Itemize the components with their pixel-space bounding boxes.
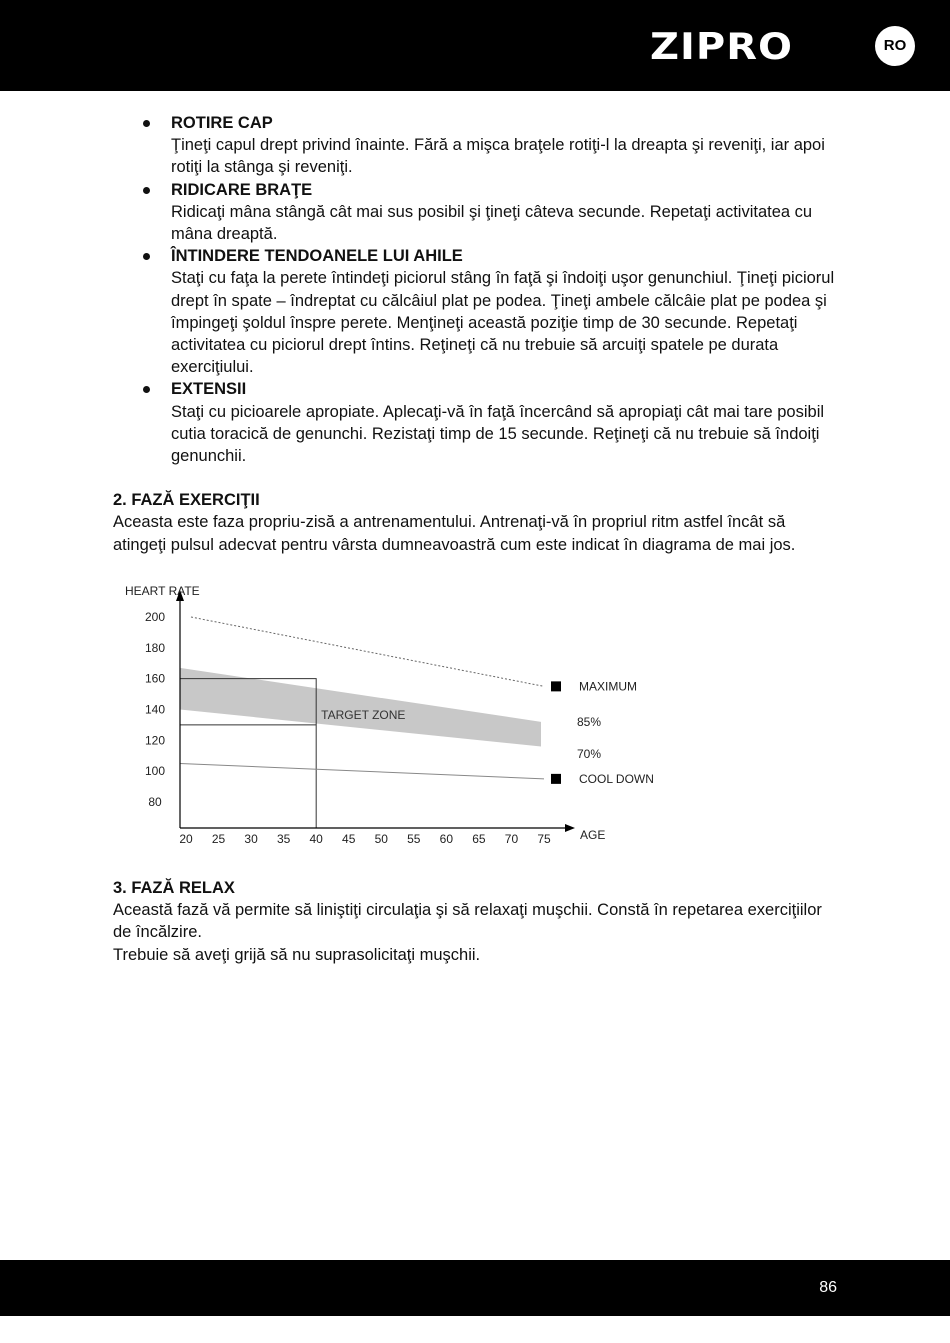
y-axis-label: HEART RATE [125,584,200,598]
list-item [113,378,843,467]
item-text: Staţi cu faţa la perete întindeţi piciorul stâng în faţă şi îndoiţi uşor genunchiul. Ţineţi piciorul drept în spate – îndreptat cu călcâiul plat pe podea. Ţineţi ambele călcâie plat pe podea şi împingeţi şoldul înspre perete. Menţineţi această poziţie timp de 30 secunde. Repetaţi activitatea cu piciorul drept întins. Reţineţi că nu trebuie să arcuiţi spatele pe durata exerciţiului. [171,269,835,377]
y-tick-label: 140 [144,702,166,717]
heart-rate-chart [113,575,663,857]
item-text: Ţineţi capul drept privind înainte. Fără a mişca braţele rotiţi-l la dreapta şi reveniţi, iar apoi rotiţi la stânga şi reveniţi. [171,136,825,177]
x-tick-label: 45 [342,832,356,846]
cool-down-line [180,763,544,778]
chart-svg [113,575,663,857]
x-axis-label: AGE [580,828,606,842]
x-tick-label: 25 [211,832,226,846]
language-badge: RO [875,26,915,66]
zipro-logo: ZIPRO [650,25,794,69]
section-title: 3. FAZĂ RELAX [113,879,235,897]
x-tick-label: 30 [244,832,258,846]
y-tick-label: 100 [144,764,166,779]
x-tick-label: 20 [179,832,193,846]
item-title: ÎNTINDERE TENDOANELE LUI AHILE [171,247,463,266]
section-text: Această fază vă permite să liniştiţi circulaţia şi să relaxaţi muşchii. Constă în repetarea exerciţiilor de încălzire. [113,901,822,942]
y-tick-label: 160 [144,671,166,686]
section-title: 2. FAZĂ EXERCIŢII [113,491,260,510]
y-tick-label: 200 [144,610,166,624]
page-content-lower [113,877,843,966]
warmup-list [113,112,843,467]
header-bar [0,0,950,91]
maximum-marker [551,681,561,691]
item-text: Ridicaţi mâna stângă cât mai sus posibil şi ţineţi câteva secunde. Repetaţi activitatea cu mâna dreaptă. [171,202,813,244]
x-tick-label: 70 [504,832,519,846]
list-item [113,179,843,246]
maximum-label: MAXIMUM [579,679,637,694]
item-text: Staţi cu picioarele apropiate. Aplecaţi-vă în faţă încercând să apropiaţi cât mai tare posibil cutia toracică de genunchi. Rezistaţi timp de 15 secunde. Reţineţi că nu trebuie să îndoiţi genunchii. [171,402,825,466]
section-text: Trebuie să aveţi grijă să nu suprasolicitaţi muşchii. [113,945,481,964]
cool-down-marker [551,774,561,784]
maximum-line [191,617,544,686]
y-tick-label: 180 [144,640,166,655]
x-tick-label: 55 [407,832,421,846]
page-number: 86 [819,1279,837,1296]
section-exercise [113,489,843,556]
list-item [113,112,843,179]
item-title: EXTENSII [171,380,247,399]
y-tick-label: 120 [144,733,166,748]
x-tick-label: 40 [309,832,323,846]
x-tick-label: 50 [374,832,388,846]
zone-upper-label: 85% [577,715,602,729]
x-tick-label: 75 [537,832,551,846]
item-title: RIDICARE BRAŢE [171,180,313,199]
x-tick-label: 60 [439,832,454,846]
y-tick-label: 80 [148,795,162,809]
x-tick-label: 65 [472,832,486,846]
footer-bar [0,1260,950,1316]
page-content [113,112,843,556]
section-relax [113,877,843,966]
item-title: ROTIRE CAP [171,114,273,132]
x-tick-label: 35 [276,832,291,846]
section-text: Aceasta este faza propriu-zisă a antrenamentului. Antrenaţi-vă în propriul ritm astfel încât să atingeţi pulsul adecvat pentru vârsta dumneavoastră cum este indicat în diagrama de mai jos. [113,513,796,554]
list-item [113,245,843,378]
zone-lower-label: 70% [577,747,602,761]
x-axis-arrow [565,824,575,832]
cool-down-label: COOL DOWN [579,771,654,786]
target-zone-label: TARGET ZONE [321,708,406,722]
